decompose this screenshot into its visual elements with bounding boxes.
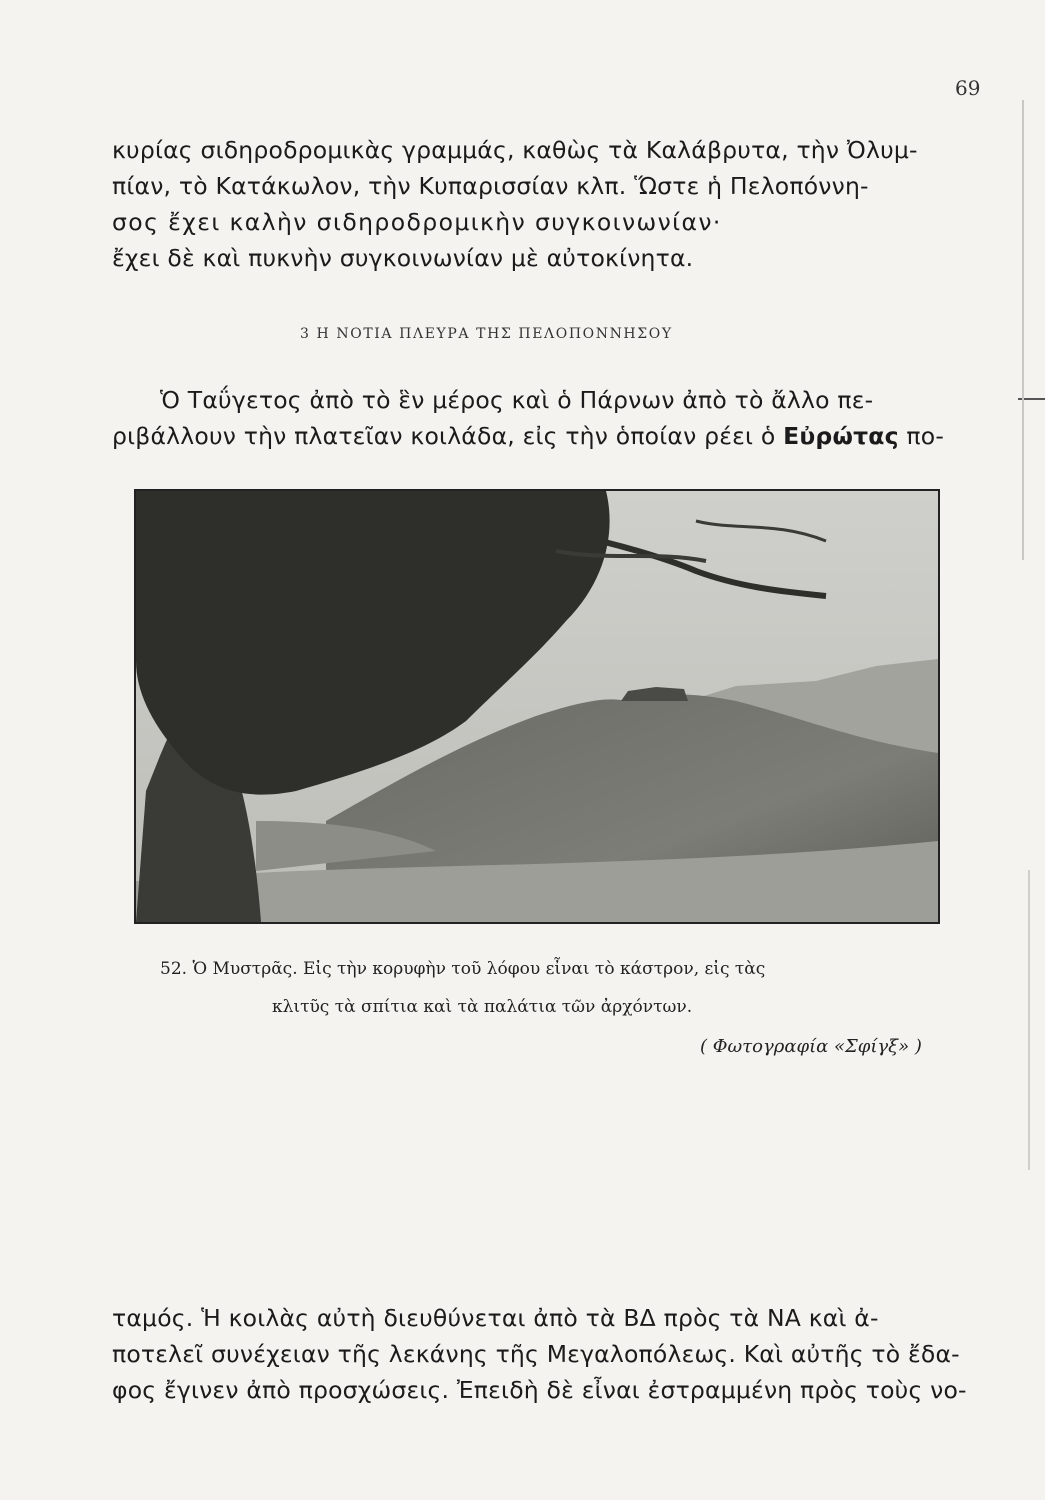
text-segment: πο- — [898, 422, 945, 450]
text-line: ταμός. Ἡ κοιλὰς αὐτὴ διευθύνεται ἀπὸ τὰ ΒΔ πρὸς τὰ ΝΑ καὶ ἀ- — [112, 1304, 879, 1332]
text-segment: ριβάλλουν τὴν πλατεῖαν κοιλάδα, εἰς τὴν ὁποίαν ρέει ὁ — [112, 422, 784, 450]
text-line: ποτελεῖ συνέχειαν τῆς λεκάνης τῆς Μεγαλοπόλεως. Καὶ αὐτῆς τὸ ἔδα- — [112, 1340, 960, 1368]
text-line: φος ἔγινεν ἀπὸ προσχώσεις. Ἐπειδὴ δὲ εἶναι ἐστραμμένη πρὸς τοὺς νο- — [112, 1376, 967, 1404]
text-line — [112, 418, 960, 454]
margin-mark — [1022, 100, 1024, 560]
text-line: πίαν, τὸ Κατάκωλον, τὴν Κυπαρισσίαν κλπ. Ὥστε ἡ Πελοπόννη- — [112, 172, 869, 200]
middle-paragraph — [112, 382, 960, 454]
caption-line: 52. Ὁ Μυστρᾶς. Εἰς τὴν κορυφὴν τοῦ λόφου εἶναι τὸ κάστρον, εἰς τὰς — [160, 959, 766, 979]
bold-term-eurotas: Εὐρώτας — [783, 422, 899, 450]
text-line: Ὁ Ταΰγετος ἀπὸ τὸ ἓν μέρος καὶ ὁ Πάρνων ἀπὸ τὸ ἄλλο πε- — [160, 386, 874, 414]
caption-line: κλιτῦς τὰ σπίτια καὶ τὰ παλάτια τῶν ἀρχόντων. — [272, 997, 693, 1017]
mystras-photograph — [134, 489, 940, 924]
bottom-paragraph — [112, 1300, 972, 1408]
section-heading: 3 Η ΝΟΤΙΑ ΠΛΕΥΡΑ ΤΗΣ ΠΕΛΟΠΟΝΝΗΣΟΥ — [300, 326, 673, 342]
photo-credit: ( Φωτογραφία «Σφίγξ» ) — [700, 1036, 922, 1057]
figure-caption — [160, 950, 765, 1026]
margin-mark — [1028, 870, 1030, 1170]
page-number: 69 — [955, 76, 981, 100]
photo-illustration — [136, 491, 938, 922]
text-line: σος ἔχει καλὴν σιδηροδρομικὴν συγκοινωνίαν· — [112, 208, 722, 236]
text-line: κυρίας σιδηροδρομικὰς γραμμάς, καθὼς τὰ Καλάβρυτα, τὴν Ὀλυμ- — [112, 136, 918, 164]
top-paragraph — [112, 132, 972, 276]
text-line: ἔχει δὲ καὶ πυκνὴν συγκοινωνίαν μὲ αὐτοκίνητα. — [112, 244, 694, 272]
